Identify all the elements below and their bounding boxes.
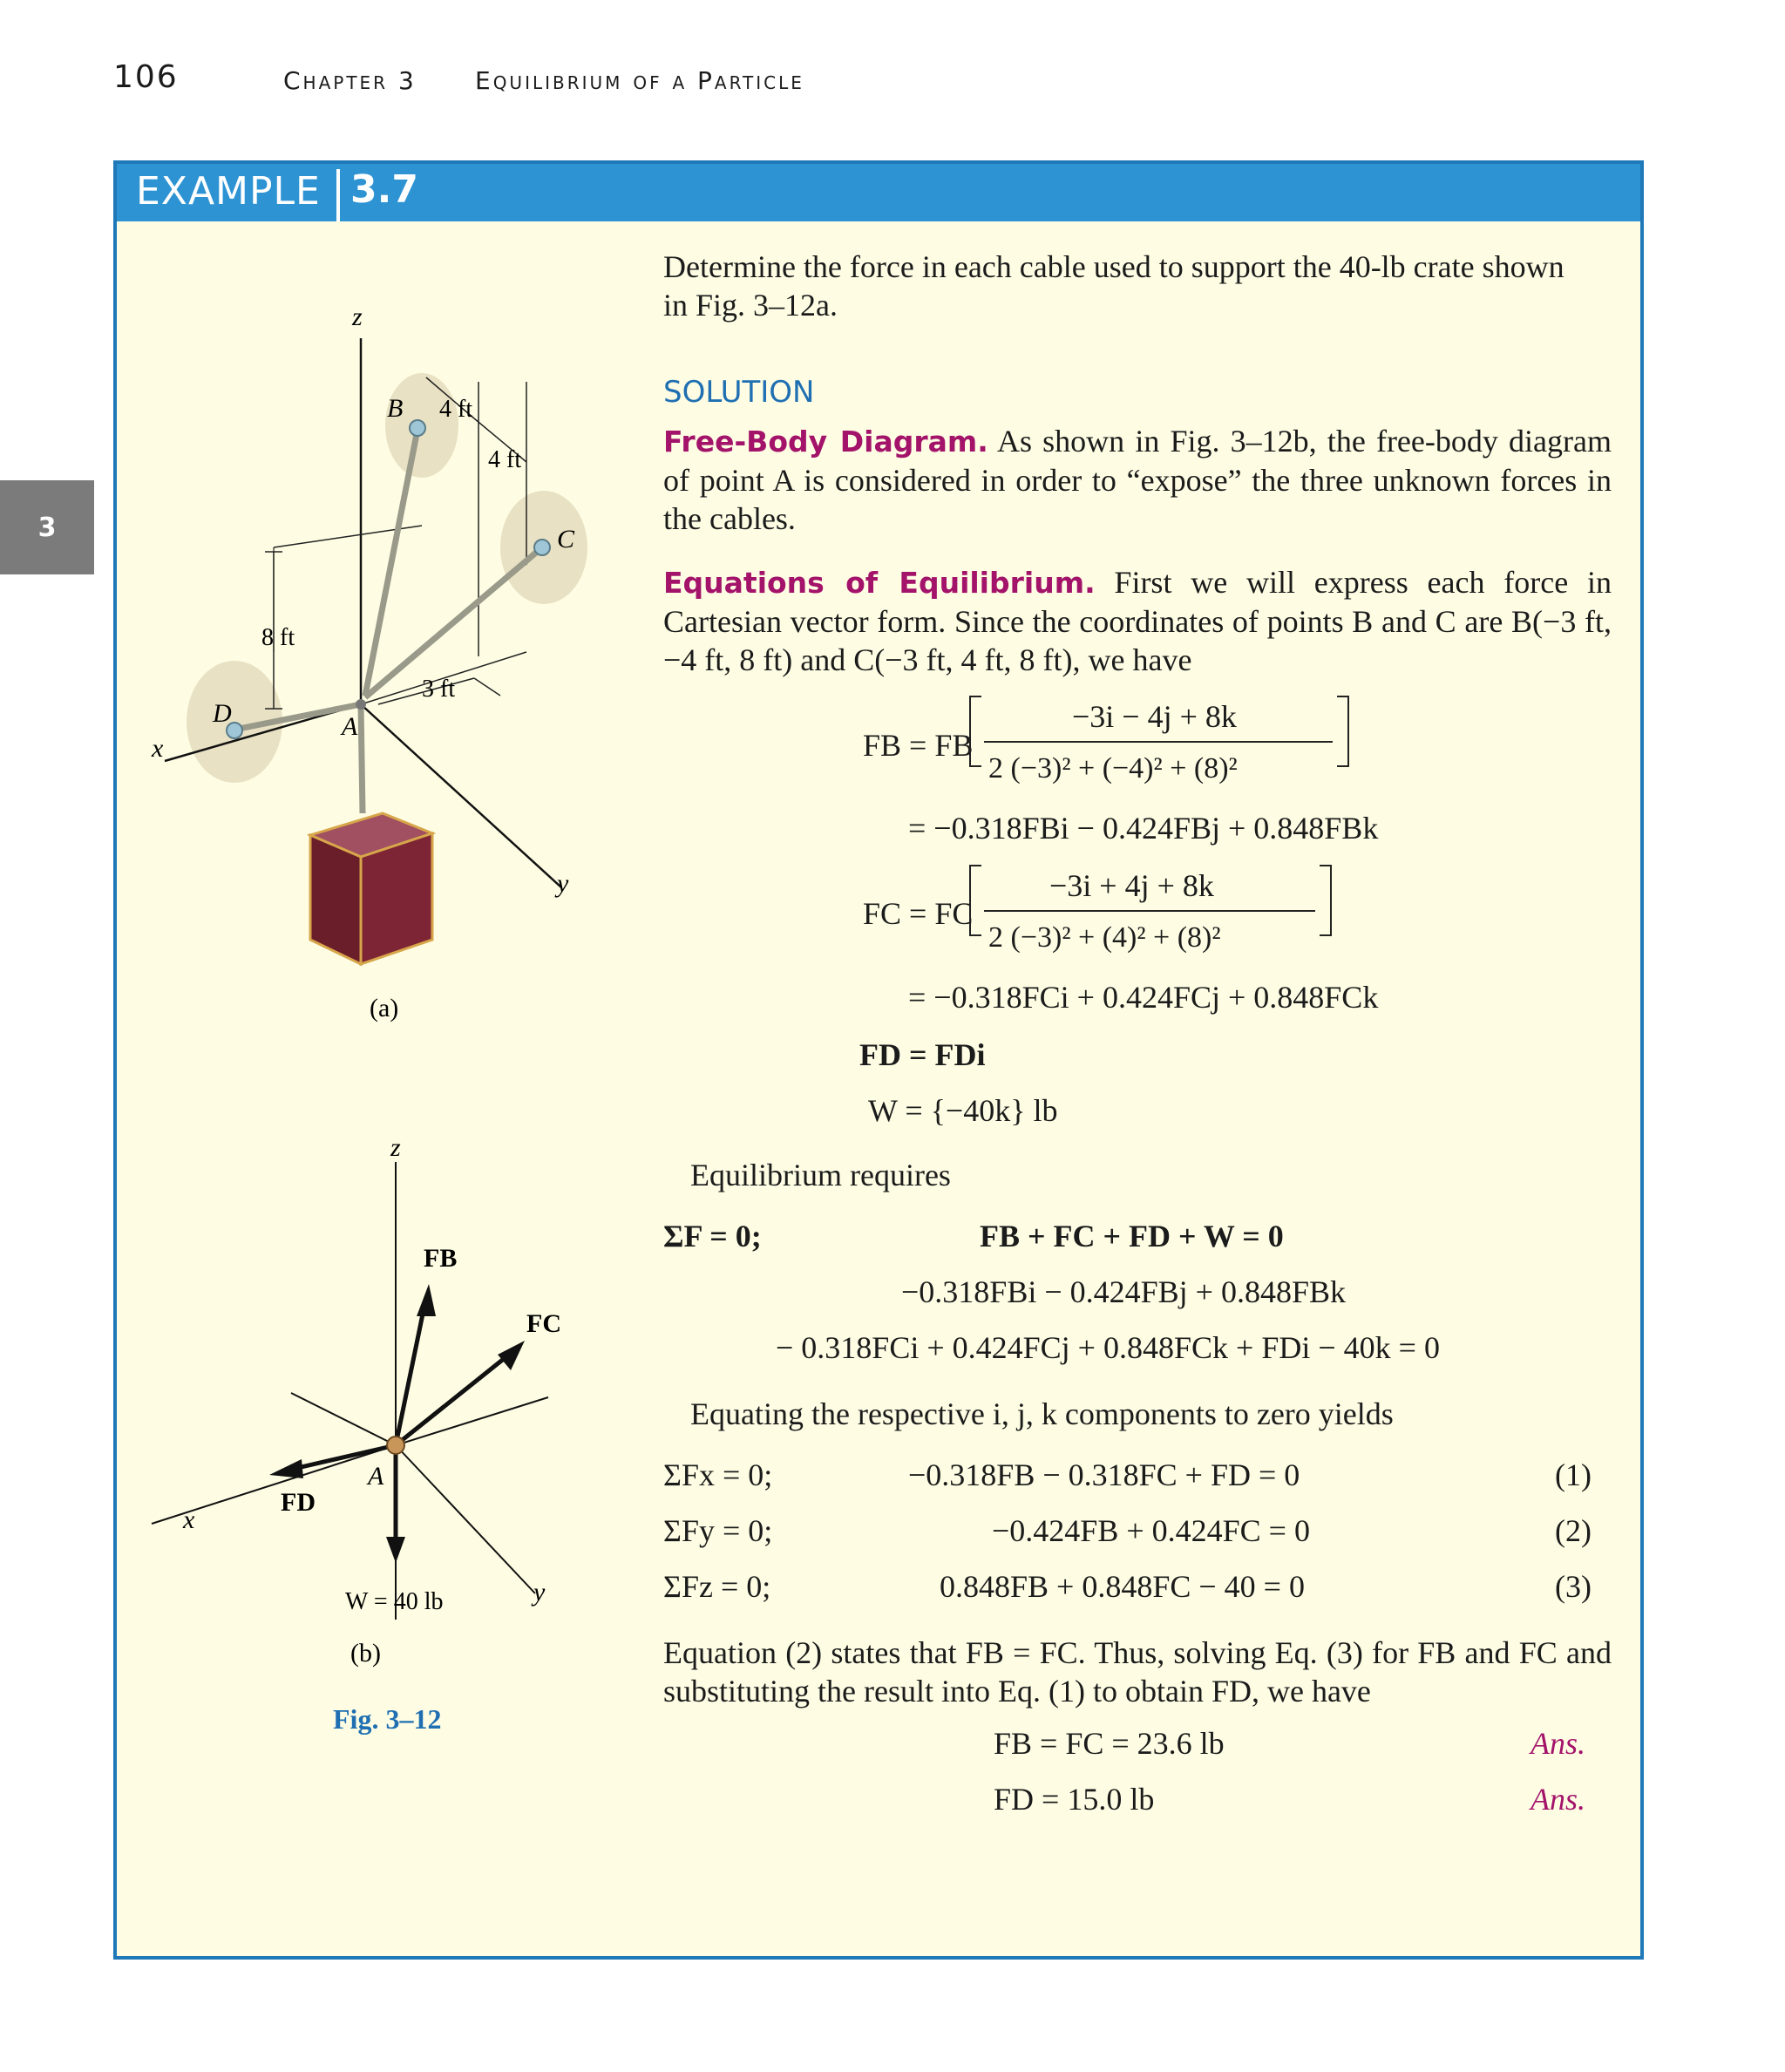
equilibrium-heading: Equations of Equilibrium. xyxy=(663,566,1096,600)
label-z-a: z xyxy=(352,302,363,331)
label-8ft: 8 ft xyxy=(261,624,295,651)
fc-fraction-bar xyxy=(984,910,1315,912)
label-fd: FD xyxy=(281,1488,316,1517)
conclusion-paragraph: Equation (2) states that FB = FC. Thus, solving Eq. (3) for FB and FC and substituting the result into Eq. (1) to obtain FD, we have xyxy=(663,1635,1612,1709)
label-b: B xyxy=(387,394,404,423)
component-z-eq: 0.848FB + 0.848FC − 40 = 0 xyxy=(940,1569,1305,1604)
label-w: W = 40 lb xyxy=(345,1588,444,1615)
label-x-a: x xyxy=(152,734,164,763)
arrow-w xyxy=(386,1537,405,1563)
sum-f-equation: FB + FC + FD + W = 0 xyxy=(980,1219,1284,1253)
construction-line-b xyxy=(396,1397,548,1445)
fbd-text: As shown in Fig. 3–12b, the free-body diagram of point A is considered in order to “expose” the three unknown forces in the cables. xyxy=(663,424,1612,536)
label-fc: FC xyxy=(526,1309,561,1338)
w-vector: W = {−40k} lb xyxy=(868,1093,1058,1128)
label-z-b: z xyxy=(390,1133,401,1162)
label-y-a: y xyxy=(557,869,569,898)
equilibrium-paragraph xyxy=(663,563,1612,679)
chapter-title: Equilibrium of a Particle xyxy=(475,66,804,95)
fb-numerator: −3i − 4j + 8k xyxy=(1072,699,1237,734)
fc-numerator: −3i + 4j + 8k xyxy=(1049,868,1214,903)
example-number: 3.7 xyxy=(350,167,418,212)
chapter-side-tab: 3 xyxy=(0,480,94,574)
figure-caption: Fig. 3–12 xyxy=(333,1703,442,1735)
label-y-b: y xyxy=(533,1578,546,1607)
arrow-fc xyxy=(498,1341,525,1370)
component-y-eq: −0.424FB + 0.424FC = 0 xyxy=(992,1513,1310,1548)
fb-bracket-open xyxy=(969,696,981,767)
component-x-label: ΣFx = 0; xyxy=(663,1457,773,1492)
crate-right xyxy=(361,833,432,964)
equilibrium-text: First we will express each force in Cartesian vector form. Since the coordinates of points B and C are B(−3 ft, −4 ft, 8 ft) and C(−3 ft, 4 ft, 8 ft), we have xyxy=(663,565,1612,677)
answer-1-eq: FB = FC = 23.6 lb xyxy=(994,1726,1225,1761)
label-a-b: A xyxy=(368,1462,384,1491)
fb-bracket-close xyxy=(1337,696,1349,767)
fbd-heading: Free-Body Diagram. xyxy=(663,425,988,459)
sum-f-label: ΣF = 0; xyxy=(663,1219,762,1253)
fd-vector: FD = FDi xyxy=(859,1037,986,1072)
cable-crate xyxy=(361,704,363,813)
component-y-label: ΣFy = 0; xyxy=(663,1513,773,1548)
caption-b: (b) xyxy=(350,1639,381,1668)
component-z-label: ΣFz = 0; xyxy=(663,1569,771,1604)
answer-1-tag: Ans. xyxy=(1530,1726,1585,1761)
figure-b xyxy=(152,1133,561,1735)
anchor-c xyxy=(534,540,550,555)
equilibrium-requires: Equilibrium requires xyxy=(690,1158,951,1192)
example-label: EXAMPLE xyxy=(136,169,321,214)
fb-fraction-bar xyxy=(984,741,1333,743)
fbd-paragraph xyxy=(663,422,1612,538)
label-4ft-side: 4 ft xyxy=(488,446,522,473)
answer-2-tag: Ans. xyxy=(1530,1782,1585,1817)
component-y-num: (2) xyxy=(1555,1513,1592,1548)
figure-a xyxy=(151,302,587,1022)
anchor-b xyxy=(410,420,425,436)
fb-result: = −0.318FBi − 0.424FBj + 0.848FBk xyxy=(908,811,1379,846)
solution-heading: SOLUTION xyxy=(663,375,815,410)
fc-lhs: FC = FC xyxy=(863,896,974,931)
particle-a xyxy=(387,1437,404,1454)
fc-result: = −0.318FCi + 0.424FCj + 0.848FCk xyxy=(908,980,1379,1015)
expanded-line-2: − 0.318FCi + 0.424FCj + 0.848FCk + FDi − 40k = 0 xyxy=(776,1330,1440,1365)
fc-denominator: 2 (−3)² + (4)² + (8)² xyxy=(988,921,1221,954)
component-z-num: (3) xyxy=(1555,1569,1592,1604)
fc-bracket-open xyxy=(969,865,981,936)
expanded-line-1: −0.318FBi − 0.424FBj + 0.848FBk xyxy=(901,1274,1347,1309)
example-panel xyxy=(113,160,1644,1960)
crate-left xyxy=(310,835,361,964)
component-x-eq: −0.318FB − 0.318FC + FD = 0 xyxy=(908,1457,1300,1492)
label-fb: FB xyxy=(424,1244,458,1273)
running-header xyxy=(0,59,1785,103)
equating-text: Equating the respective i, j, k components to zero yields xyxy=(690,1396,1394,1431)
caption-a: (a) xyxy=(370,994,399,1022)
label-x-b: x xyxy=(183,1505,195,1534)
label-3ft: 3 ft xyxy=(422,676,456,703)
arrow-fd xyxy=(269,1459,303,1478)
label-4ft-top: 4 ft xyxy=(439,396,473,423)
problem-statement: Determine the force in each cable used to support the 40-lb crate shown in Fig. 3–12a. xyxy=(663,249,1564,323)
label-a: A xyxy=(342,712,358,741)
label-d: D xyxy=(213,699,232,728)
fb-denominator: 2 (−3)² + (−4)² + (8)² xyxy=(988,752,1238,785)
fc-bracket-close xyxy=(1320,865,1332,936)
arrow-fb xyxy=(417,1284,436,1316)
label-c: C xyxy=(557,525,575,554)
construction-line-b xyxy=(291,1393,396,1445)
fb-lhs: FB = FB xyxy=(863,728,974,763)
page-number: 106 xyxy=(113,59,179,95)
point-a xyxy=(356,699,366,710)
chapter-label: Chapter 3 xyxy=(283,66,417,95)
component-x-num: (1) xyxy=(1555,1457,1592,1492)
y-axis-b xyxy=(396,1445,535,1593)
answer-2-eq: FD = 15.0 lb xyxy=(994,1782,1155,1817)
